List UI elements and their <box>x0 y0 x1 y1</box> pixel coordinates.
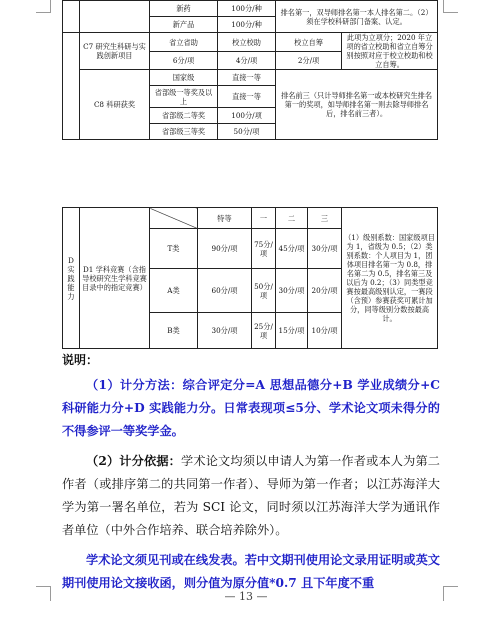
d-score: 30分/项 <box>276 269 308 313</box>
note-cell: 排名第一，双导师排名第一本人排名第二。（2）须在学校科研部门备案、认定。 <box>276 1 438 33</box>
table-row <box>63 1 438 17</box>
c8-label: C8 科研获奖 <box>80 70 150 140</box>
d-header: 三 <box>308 208 342 229</box>
score-cell: 100分/种 <box>218 17 276 33</box>
d-header: 二 <box>276 208 308 229</box>
score-cell: 100分/种 <box>218 1 276 17</box>
note-2-label: （2）计分依据： <box>86 454 182 468</box>
d-header: 一 <box>252 208 276 229</box>
d-note: （1）级别系数：国家级项目为 1，省级为 0.5；（2）类别系数：个人项目为 1，团体项目排名第一为 0.8，排名第二为 0.5，排名第三及以后为 0.2；（3）同类型竞赛按最高级别认定，一赛段（含预）参赛获奖可累计加分，同等级别分数按最高计。 <box>342 208 438 349</box>
c7-note: 此项为立项分；2020 年立项的省立校助和省立自筹分别按照对应于校立校助和校立自筹。 <box>342 33 438 70</box>
d-score: 10分/项 <box>308 313 342 349</box>
c8-note: 排名前三（只计导师排名第一或本校研究生排名第一的奖项，如导师排名第一则去除导师排名后，排名前三者）。 <box>276 70 438 140</box>
d-category: D实践能力 <box>63 208 80 349</box>
c7-score: 6分/项 <box>150 52 218 70</box>
table-row <box>63 208 438 229</box>
item-cell: 新产品 <box>150 17 218 33</box>
d-header: 特等 <box>198 208 252 229</box>
c8-level: 省部级三等奖 <box>150 124 218 140</box>
d-type: B类 <box>150 313 198 349</box>
d-score: 60分/项 <box>198 269 252 313</box>
d-score: 90分/项 <box>198 229 252 269</box>
c8-level: 国家级 <box>150 70 218 86</box>
c8-score: 50分/项 <box>218 124 276 140</box>
notes-section <box>62 351 440 595</box>
scoring-table <box>62 0 438 140</box>
note-paragraph-1 <box>62 374 440 443</box>
note-paragraph-2 <box>62 450 440 542</box>
c8-level: 省部级二等奖 <box>150 108 218 124</box>
c8-level: 省部级一等奖及以上 <box>150 86 218 108</box>
c7-level: 省立省助 <box>150 33 218 52</box>
d-score: 50分/项 <box>252 269 276 313</box>
c7-score: 2分/项 <box>276 52 342 70</box>
corner-mark <box>443 0 458 13</box>
c8-score: 100分/项 <box>218 108 276 124</box>
d-score: 25分/项 <box>252 313 276 349</box>
d-score: 30分/项 <box>198 313 252 349</box>
d-type: T类 <box>150 229 198 269</box>
c7-score: 4分/项 <box>218 52 276 70</box>
note-2-text: 学术论文均须以申请人为第一作者或本人为第二作者（或排序第二的共同第一作者）、导师为第一作者；以江苏海洋大学为第一署名单位，若为 SCI 论文，同时须以江苏海洋大学为通讯作者单位（中外合作培养、联合培养除外）。 <box>62 454 440 537</box>
item-cell: 新药 <box>150 1 218 17</box>
scoring-table-d <box>62 207 438 349</box>
category-cell <box>63 33 80 140</box>
d-score: 30分/项 <box>308 229 342 269</box>
note-1-label: （1）计分方法： <box>86 378 183 392</box>
label-cell <box>80 1 150 33</box>
c7-level: 校立自筹 <box>276 33 342 52</box>
diagonal-header-cell <box>150 208 198 229</box>
c8-score: 直接一等 <box>218 86 276 108</box>
d-type: A类 <box>150 269 198 313</box>
table-row <box>63 33 438 52</box>
note-paragraph-3: 学术论文须见刊或在线发表。若中文期刊使用论文录用证明或英文期刊使用论文接收函，则分值为原分值*0.7 且下年度不重 <box>62 553 440 590</box>
category-cell <box>63 1 80 33</box>
table-row <box>63 70 438 86</box>
corner-mark <box>36 0 51 13</box>
d-score: 45分/项 <box>276 229 308 269</box>
d-score: 20分/项 <box>308 269 342 313</box>
page-number: — 13 — <box>224 590 268 603</box>
notes-heading: 说明： <box>62 353 99 367</box>
note-1-text: 综合评定分=A 思想品德分+B 学业成绩分+C 科研能力分+D 实践能力分。日常表现项≤5分、学术论文项未得分的不得参评一等奖学金。 <box>62 378 440 438</box>
c7-level: 校立校助 <box>218 33 276 52</box>
c7-label: C7 研究生科研与实践创新项目 <box>80 33 150 70</box>
d-score: 75分/项 <box>252 229 276 269</box>
d1-label: D1 学科竞赛（含指导校研究生学科竞赛目录中的指定竞赛） <box>80 208 150 349</box>
d-score: 15分/项 <box>276 313 308 349</box>
c8-score: 直接一等 <box>218 70 276 86</box>
